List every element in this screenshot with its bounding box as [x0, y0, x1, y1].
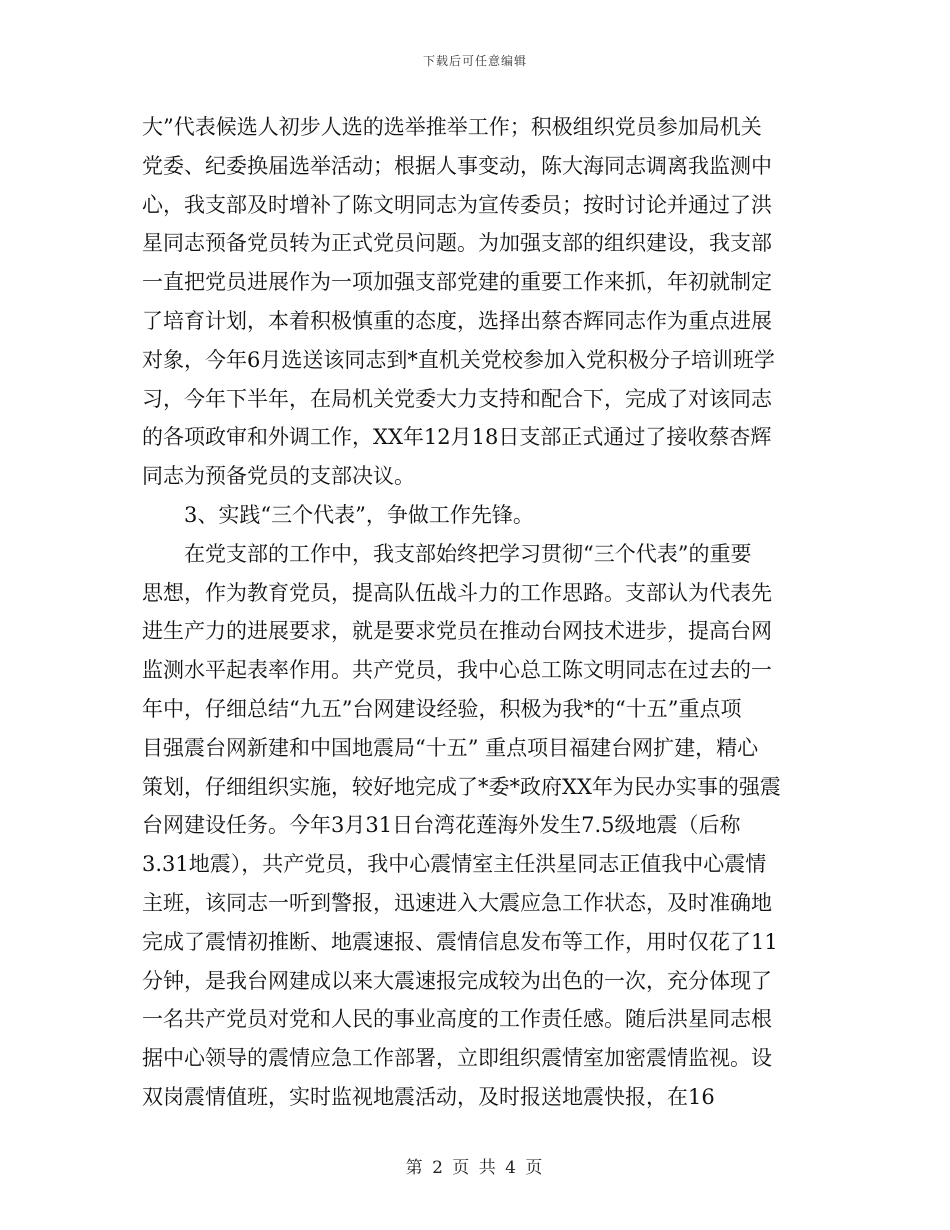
- text-line: 了培育计划，本着积极慎重的态度，选择出蔡杏辉同志作为重点进展: [142, 308, 772, 333]
- text-line: 在党支部的工作中，我支部始终把学习贯彻“三个代表”的重要: [184, 541, 752, 566]
- text-line: 监测水平起表率作用。共产党员，我中心总工陈文明同志在过去的一: [142, 658, 772, 683]
- text-line: 策划，仔细组织实施，较好地完成了*委*政府XX年为民办实事的强震: [142, 774, 781, 799]
- document-body: [142, 108, 804, 1117]
- text-line: 思想，作为教育党员，提高队伍战斗力的工作思路。支部认为代表先: [142, 580, 772, 605]
- text-line: 习，今年下半年，在局机关党委大力支持和配合下，完成了对该同志: [142, 386, 772, 411]
- text-line: 同志为预备党员的支部决议。: [142, 464, 415, 489]
- text-line: 完成了震情初推断、地震速报、震情信息发布等工作，用时仅花了11: [142, 929, 778, 954]
- text-line: 大”代表候选人初步人选的选举推举工作；积极组织党员参加局机关: [142, 115, 762, 139]
- page-header: 下载后可任意编辑: [422, 54, 527, 68]
- page-number-footer: 第 2 页 共 4 页: [405, 1158, 545, 1178]
- text-line: 双岗震情值班，实时监视地震活动，及时报送地震快报，在16: [142, 1084, 715, 1109]
- text-line: 进生产力的进展要求，就是要求党员在推动台网技术进步，提高台网: [142, 619, 772, 644]
- text-line: 年中，仔细总结“九五”台网建设经验，积极为我*的“十五”重点项: [142, 696, 742, 721]
- text-line: 对象，今年6月选送该同志到*直机关党校参加入党积极分子培训班学: [142, 347, 775, 372]
- text-line: 主班，该同志一听到警报，迅速进入大震应急工作状态，及时准确地: [142, 890, 772, 915]
- text-line: 一直把党员进展作为一项加强支部党建的重要工作来抓，年初就制定: [142, 270, 772, 295]
- text-line: 据中心领导的震情应急工作部署，立即组织震情室加密震情监视。设: [142, 1046, 772, 1071]
- text-line: 星同志预备党员转为正式党员问题。为加强支部的组织建设，我支部: [142, 231, 772, 256]
- text-line: 台网建设任务。今年3月31日台湾花莲海外发生7.5级地震（后称: [142, 813, 741, 838]
- text-line: 分钟，是我台网建成以来大震速报完成较为出色的一次，充分体现了: [142, 968, 772, 993]
- text-line: 一名共产党员对党和人民的事业高度的工作责任感。随后洪星同志根: [142, 1007, 772, 1032]
- text-line: 心，我支部及时增补了陈文明同志为宣传委员；按时讨论并通过了洪: [142, 192, 772, 217]
- section-heading: 3、实践“三个代表”，争做工作先锋。: [184, 502, 534, 527]
- text-line: 3.31地震），共产党员，我中心震情室主任洪星同志正值我中心震情: [142, 852, 767, 877]
- text-line: 目强震台网新建和中国地震局“十五” 重点项目福建台网扩建，精心: [142, 735, 759, 760]
- text-line: 党委、纪委换届选举活动；根据人事变动，陈大海同志调离我监测中: [142, 153, 772, 178]
- text-line: 的各项政审和外调工作，XX年12月18日支部正式通过了接收蔡杏辉: [142, 425, 772, 450]
